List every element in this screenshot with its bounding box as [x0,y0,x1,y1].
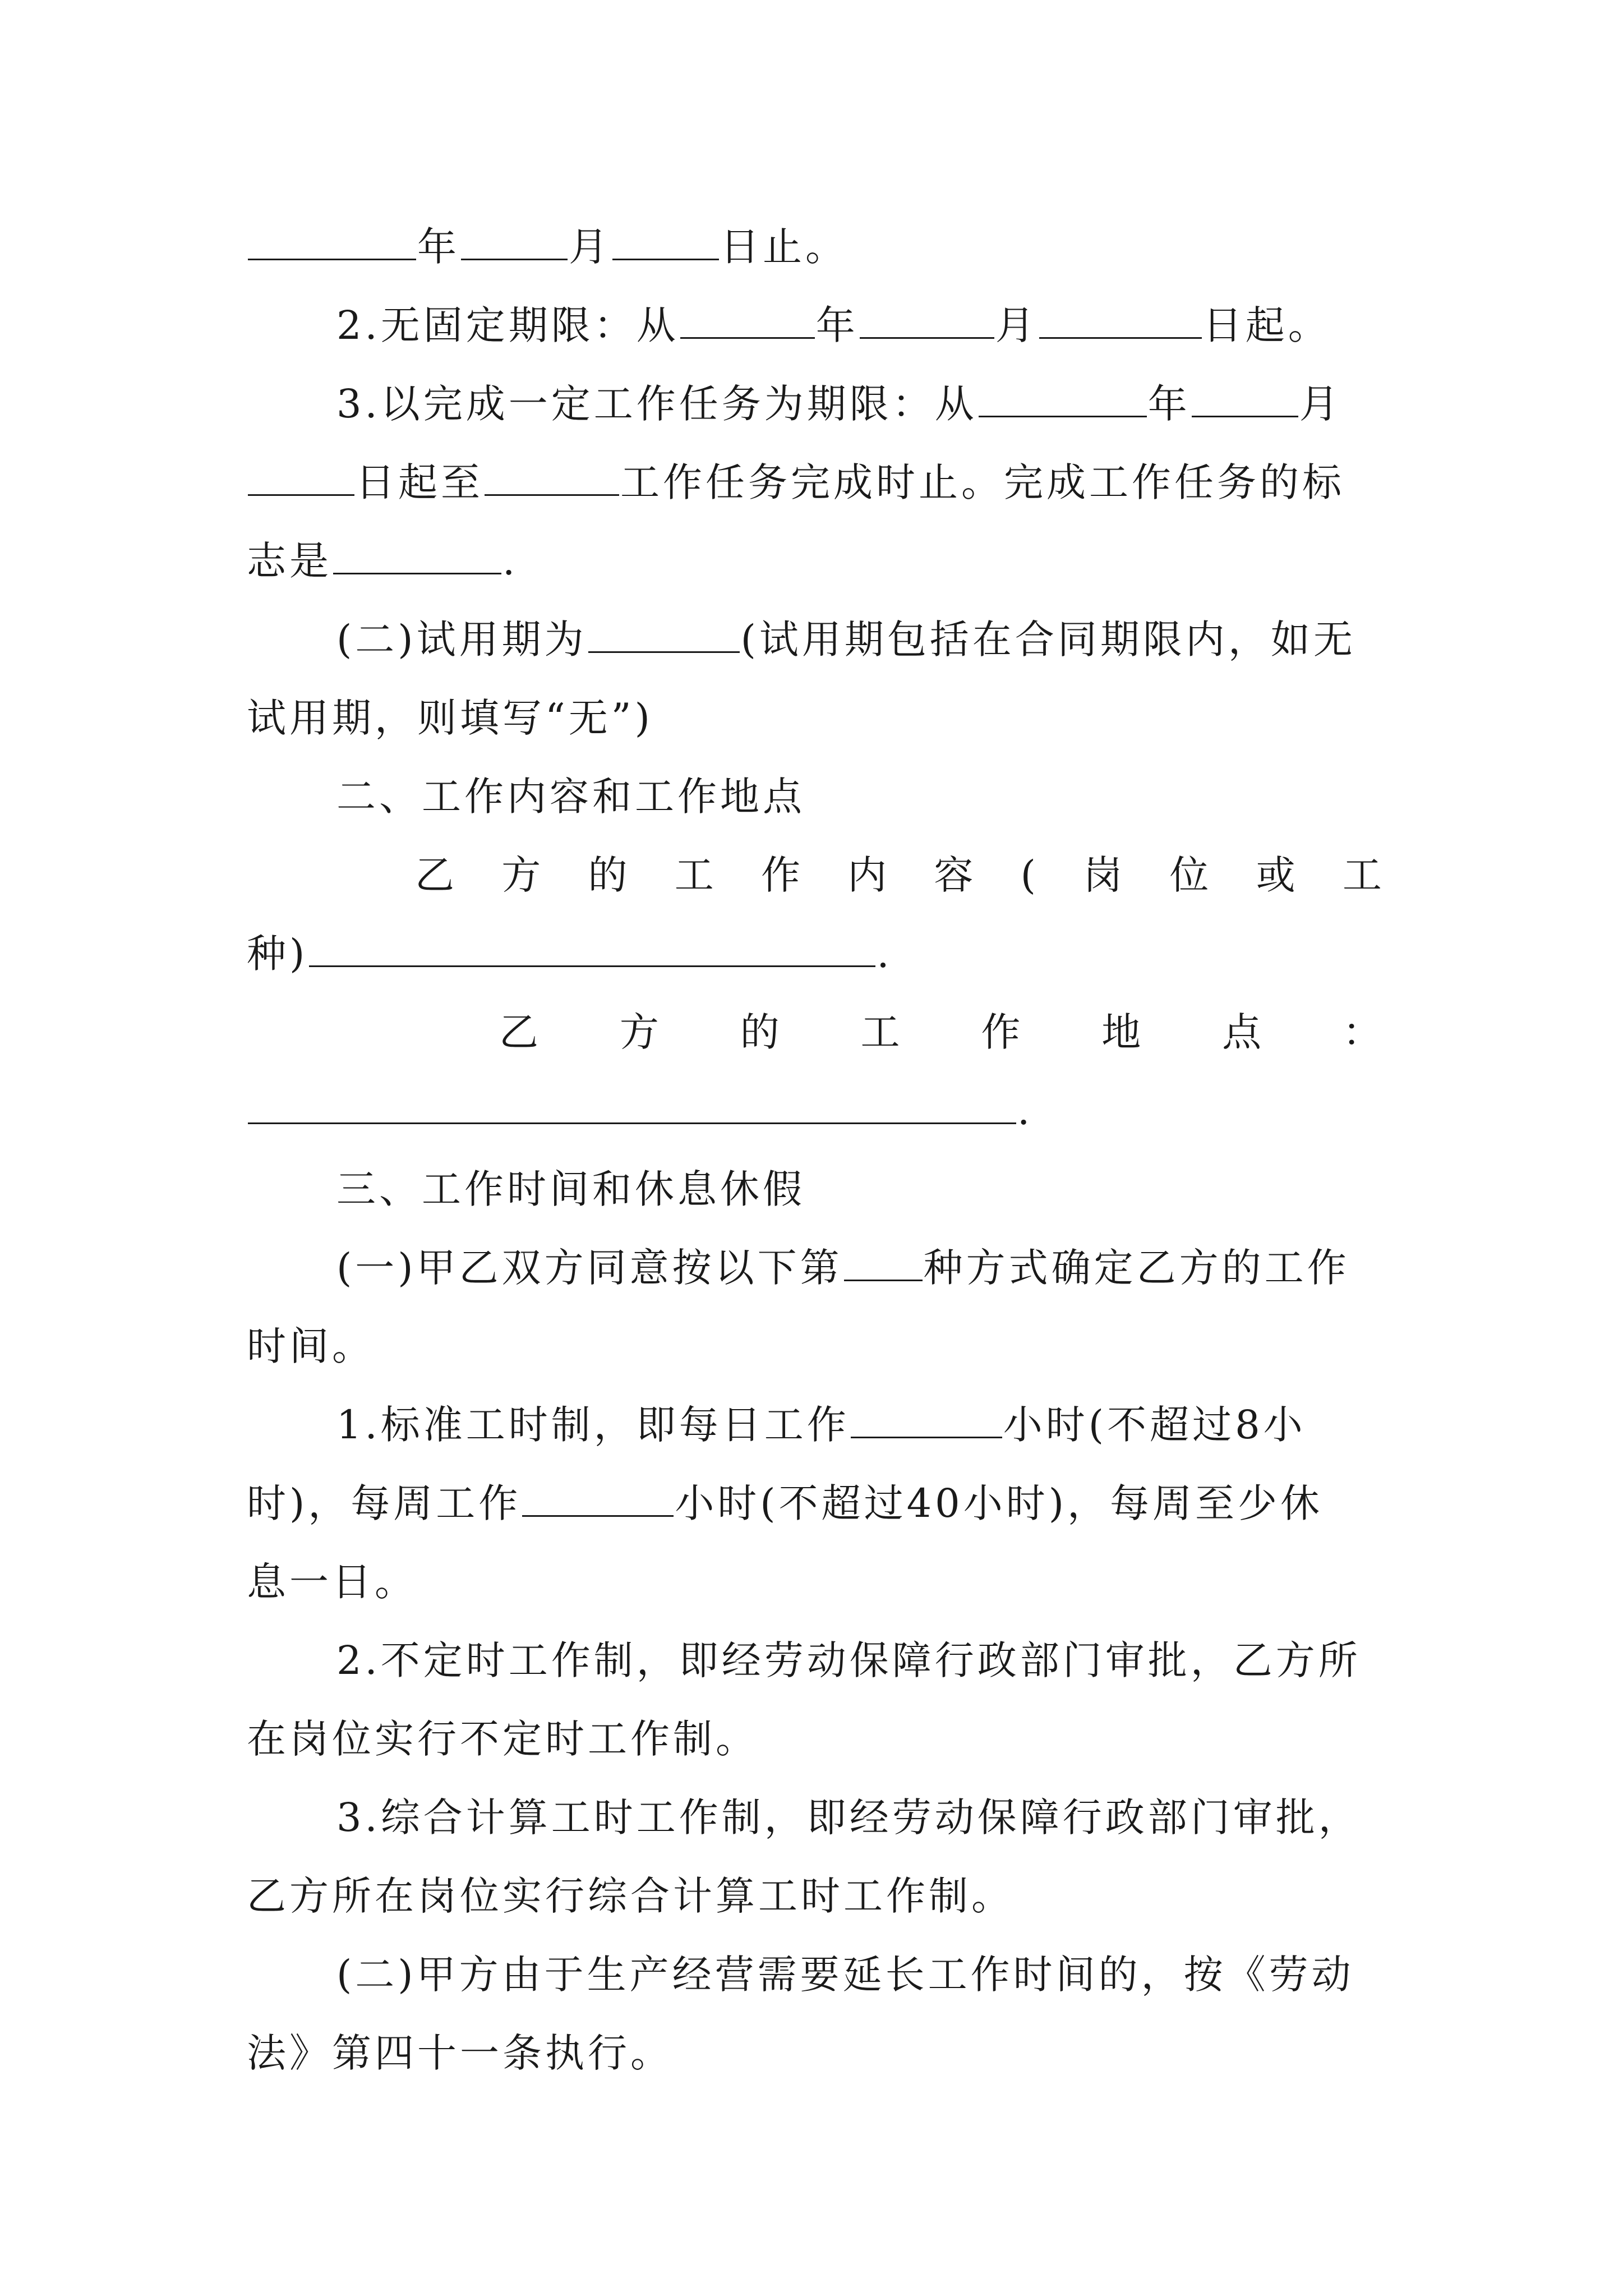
period-mark: . [502,538,519,584]
probation-note-cont: 试用期，则填写“无”) [247,695,653,741]
day-end-label: 日止。 [720,224,848,270]
standard-hours-line [247,1386,1385,1464]
work-content-blank-line [247,914,1385,993]
weekly-hours-blank[interactable] [522,1483,674,1517]
marker-label: 志是 [247,538,332,584]
day-start-label: 日起。 [1202,302,1331,348]
open-ended-term-line [247,286,1385,365]
period-mark: . [1017,1088,1034,1134]
work-location-heading-char: 地 [1101,1009,1145,1055]
job-type-label: 种) [247,931,308,977]
year-blank[interactable] [680,305,815,339]
method-note: 种方式确定乙方的工作 [923,1245,1350,1291]
job-content-blank[interactable] [309,933,875,967]
section-heading-work-content: 二、工作内容和工作地点 [336,774,805,820]
work-content-heading-char: 作 [760,852,804,898]
work-location-heading-char: 工 [860,1009,903,1055]
month-blank[interactable] [1192,383,1298,417]
work-location-heading-spread [247,993,1385,1071]
work-content-heading-char: 容 [934,852,977,898]
standard-hours-label: 1.标准工时制，即每日工作 [336,1402,850,1448]
work-content-heading-char: 位 [1169,852,1212,898]
year-label: 年 [417,224,460,270]
work-content-heading-char: 岗 [1083,852,1126,898]
month-label: 月 [1299,381,1342,427]
month-label: 月 [569,224,611,270]
probation-label: (二)试用期为 [336,616,587,662]
probation-line [247,600,1385,679]
work-content-heading-char: 内 [847,852,891,898]
work-time-method-cont: 时间。 [247,1323,375,1369]
work-content-heading-spread [247,836,1385,914]
method-label: (一)甲乙双方同意按以下第 [336,1245,843,1291]
probation-note: (试用期包括在合同期限内，如无 [740,616,1356,662]
flexible-hours-cont: 在岗位实行不定时工作制。 [247,1716,758,1762]
probation-blank[interactable] [588,619,740,653]
daily-hours-note: 小时(不超过8小 [1003,1402,1306,1448]
open-ended-label: 2.无固定期限：从 [336,302,679,348]
year-blank[interactable] [979,383,1147,417]
overtime-cont: 法》第四十一条执行。 [247,2030,673,2076]
work-content-heading-char: 工 [674,852,717,898]
year-label: 年 [815,302,859,348]
work-location-heading-char: 方 [619,1009,662,1055]
work-location-heading-char: 乙 [499,1009,542,1055]
day-blank[interactable] [1039,305,1202,339]
task-blank[interactable] [485,462,619,496]
year-blank[interactable] [248,226,416,260]
work-content-heading-char: 或 [1256,852,1299,898]
work-location-blank-line [247,1071,1385,1150]
work-location-heading-char: 点 [1222,1009,1265,1055]
daily-hours-blank[interactable] [851,1404,1002,1438]
work-content-heading-char: ( [1020,852,1039,898]
work-content-heading-char: 方 [501,852,545,898]
work-location-blank[interactable] [248,1090,1016,1124]
task-term-line-cont [247,443,1385,522]
month-blank[interactable] [461,226,568,260]
rest-day-line: 息一日。 [247,1559,417,1605]
task-term-line [247,365,1385,443]
overtime-line: (二)甲方由于生产经营需要延长工作时间的，按《劳动 [336,1952,1354,1998]
year-label: 年 [1147,381,1191,427]
month-label: 月 [995,302,1038,348]
comprehensive-hours-cont: 乙方所在岗位实行综合计算工时工作制。 [247,1873,1014,1919]
month-blank[interactable] [860,305,994,339]
work-content-heading-char: 乙 [415,852,458,898]
work-location-heading-char: ： [1342,1009,1385,1055]
flexible-hours-line: 2.不定时工作制，即经劳动保障行政部门审批，乙方所 [336,1637,1361,1683]
work-location-heading-char: 的 [740,1009,783,1055]
start-until-label: 日起至 [356,459,483,505]
task-marker-line [247,522,1385,600]
work-time-method-line [247,1228,1385,1307]
work-content-heading-char: 工 [1342,852,1385,898]
comprehensive-hours-line: 3.综合计算工时工作制，即经劳动保障行政部门审批， [336,1795,1361,1841]
task-term-label: 3.以完成一定工作任务为期限：从 [336,381,978,427]
weekly-hours-label: 时)，每周工作 [247,1480,522,1526]
task-complete-text: 工作任务完成时止。完成工作任务的标 [620,459,1345,505]
section-heading-work-hours: 三、工作时间和休息休假 [336,1166,805,1212]
period-mark: . [877,931,893,977]
weekly-hours-note: 小时(不超过40小时)，每周至少休 [675,1480,1324,1526]
weekly-hours-line [247,1464,1385,1543]
day-blank[interactable] [248,462,354,496]
day-blank[interactable] [612,226,719,260]
method-blank[interactable] [844,1247,923,1281]
term-end-date-line [247,208,1385,286]
work-location-heading-char: 作 [981,1009,1024,1055]
marker-blank[interactable] [333,540,501,574]
contract-body [247,208,1385,2092]
work-content-heading-char: 的 [588,852,631,898]
